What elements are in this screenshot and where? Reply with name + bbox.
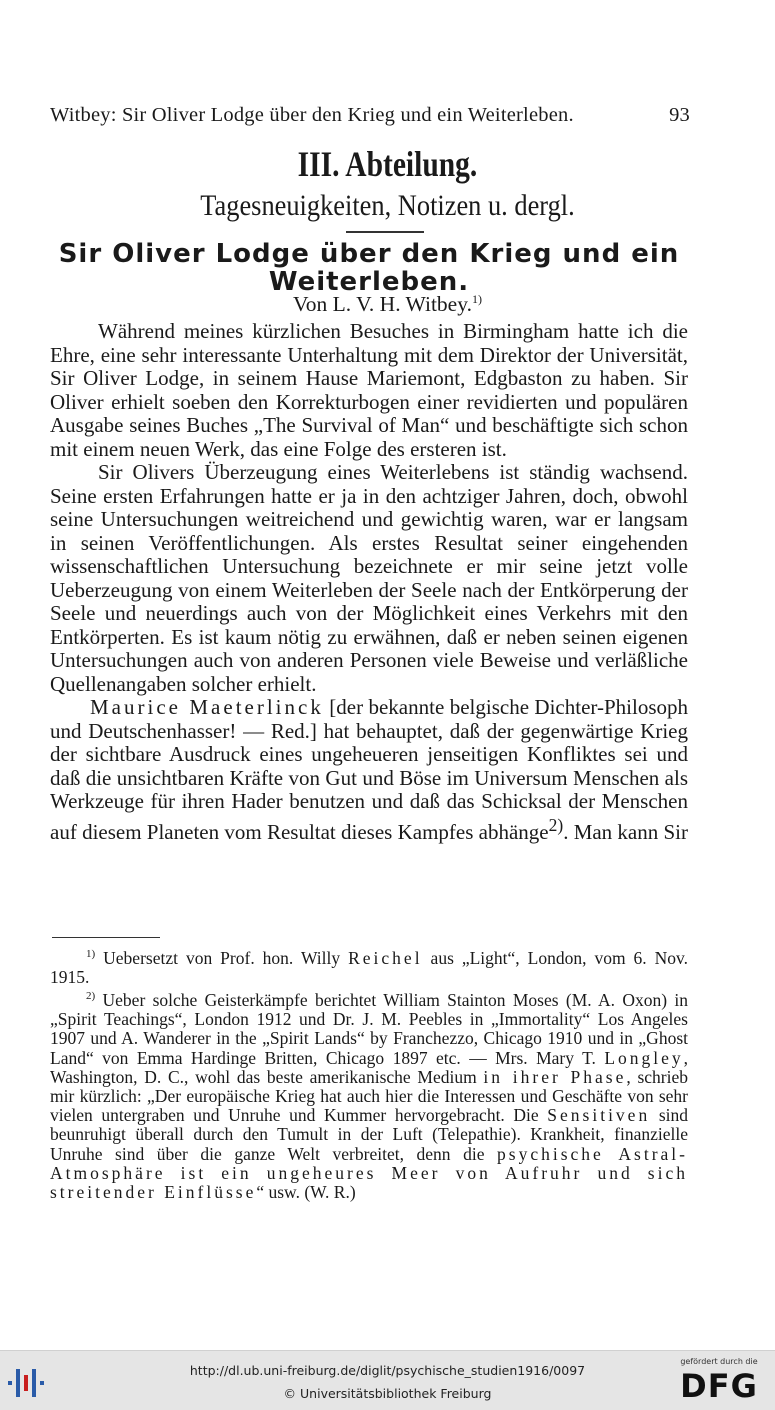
emphasis-text: Sensitiven bbox=[547, 1105, 651, 1126]
footnote-text: Ueber solche Geisterkämpfe berichtet William Stainton Moses (M. A. Oxon) in „Spirit Teachings“, London 1912 und Dr. J. M. Peebles in „Immortality“ Los Angeles 1907 und A. Wanderer in the „Spirit Lands“ by Franchezzo, Chicago 1910 und in „Ghost Land“ von Emma Hardinge Britten, Chicago 1897 etc. — Mrs. Mary T. bbox=[50, 990, 689, 1068]
emphasis-text: in ihrer Phase bbox=[483, 1066, 627, 1087]
footnote-2 bbox=[50, 987, 688, 1202]
footnote-divider bbox=[52, 937, 160, 938]
paragraph-text: . Man kann Sir bbox=[563, 819, 689, 844]
article-body bbox=[50, 320, 688, 844]
viewer-footer-bar bbox=[0, 1350, 775, 1410]
person-name: Longley bbox=[604, 1047, 684, 1068]
section-title: III. Abteilung. bbox=[297, 144, 478, 184]
footnote-ref[interactable]: 1) bbox=[471, 292, 482, 306]
footnote-text: aus „Light“, London, vom 6. Nov. 1915. bbox=[50, 947, 689, 988]
footnote-text: sind beunruhigt überall durch den Tumult in der Luft (Telepathie). Krankheit, finanzielle Unruhe sind über die ganze Welt verbreitet, denn die bbox=[50, 1105, 688, 1164]
footnote-ref[interactable]: 2) bbox=[548, 814, 564, 835]
byline-text: Von L. V. H. Witbey. bbox=[293, 292, 472, 317]
byline bbox=[0, 292, 775, 317]
footnote-mark: 2) bbox=[86, 990, 96, 1003]
article-title: Sir Oliver Lodge über den Krieg und ein Weiterleben. bbox=[58, 239, 680, 297]
footnote-1 bbox=[50, 945, 688, 987]
paragraph-text: [der bekannte belgische Dichter-Philosoph und Deutschenhasser! — Red.] hat behauptet, daß der gegenwärtige Krieg der sichtbare Ausdruck eines ungeheueren jenseitigen Konfliktes sei und daß die unsichtbaren Kräfte von Gut und Böse im Universum Menschen als Werkzeuge für ihren Hader benutzen und daß das Schicksal der Menschen auf diesem Planeten vom Resultat dieses Kampfes abhänge bbox=[50, 695, 688, 844]
copyright-text: © Universitätsbibliothek Freiburg bbox=[283, 1386, 492, 1401]
page-number: 93 bbox=[669, 104, 690, 126]
dfg-caption: gefördert durch die bbox=[680, 1357, 758, 1366]
footnote-text: Uebersetzt von Prof. hon. Willy bbox=[103, 947, 341, 968]
person-name: Reichel bbox=[348, 947, 423, 968]
footnote-text: “ usw. (W. R.) bbox=[256, 1182, 356, 1203]
paragraph: Während meines kürzlichen Besuches in Birmingham hatte ich die Ehre, eine sehr interessante Unterhaltung mit dem Direktor der Universität, Sir Oliver Lodge, in seinem Hause Mariemont, Edgbaston zu haben. Sir Oliver erhielt soeben den Korrekturbogen einer revidierten und populären Ausgabe seines Buches „The Survival of Man“ und beschäftigte sich schon mit einem neuen Werk, das eine Folge des ersteren ist. bbox=[50, 319, 688, 461]
paragraph bbox=[50, 696, 688, 844]
footnote-mark: 1) bbox=[86, 948, 96, 960]
running-head-title: Witbey: Sir Oliver Lodge über den Krieg und ein Weiterleben. bbox=[50, 104, 574, 126]
dfg-wordmark: DFG bbox=[680, 1367, 758, 1405]
footnotes bbox=[50, 945, 688, 1202]
person-name: Maurice Maeterlinck bbox=[90, 695, 324, 719]
paragraph: Sir Olivers Überzeugung eines Weiterlebens ist ständig wachsend. Seine ersten Erfahrungen hatte er ja in den achtziger Jahren, doch, obwohl seine Untersuchungen weitreichend und gewichtig waren, war er langsam in seinen Veröffentlichungen. Als erstes Resultat seiner eingehenden wissenschaftlichen Untersuchung bezeichnete er mir seine jetzt volle Ueberzeugung von einem Weiterleben der Seele nach der Entkörperung der Seele und neuerdings auch von der Möglichkeit eines Verkehrs mit den Entkörperten. Es ist kaum nötig zu erwähnen, daß er neben seinen eigenen Untersuchungen auch von anderen Personen viele Beweise und verläßliche Quellenangaben solcher erhielt. bbox=[50, 460, 688, 696]
footnote-text: , schrieb mir kürzlich: „Der europäische Krieg hat auch hier die Interessen und Geschäfte von sehr vielen untergraben und Unruhe und Kummer hervorgebracht. Die bbox=[50, 1066, 688, 1126]
dfg-logo[interactable] bbox=[673, 1357, 765, 1405]
title-divider bbox=[346, 231, 424, 233]
footnote-text: , Washington, D. C., wohl das beste amerikanische Medium bbox=[50, 1047, 689, 1087]
emphasis-text: psychische Astral-Atmosphäre ist ein ungeheures Meer von Aufruhr und sich streitender Einflüsse bbox=[50, 1143, 688, 1203]
section-subtitle: Tagesneuigkeiten, Notizen u. dergl. bbox=[200, 189, 575, 222]
permalink-url[interactable]: http://dl.ub.uni-freiburg.de/diglit/psychische_studien1916/0097 bbox=[189, 1363, 586, 1378]
running-head bbox=[50, 104, 690, 127]
